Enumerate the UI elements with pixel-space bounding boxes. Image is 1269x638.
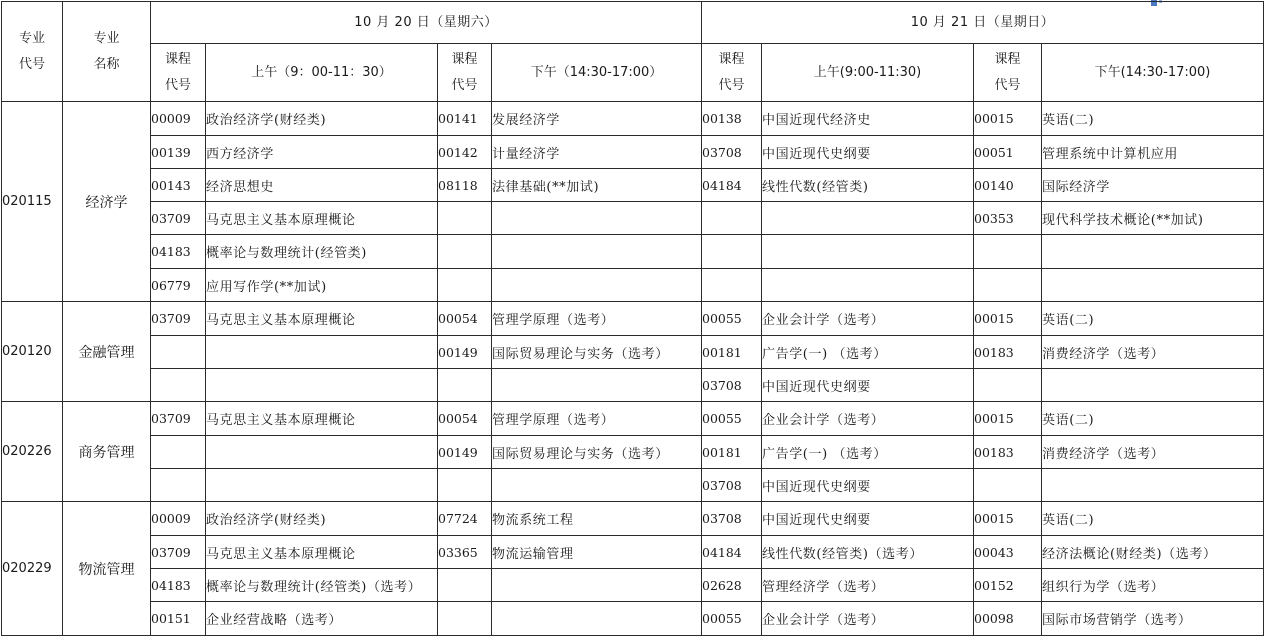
course-code-cell: 00098 <box>974 602 1042 636</box>
course-name-cell: 物流系统工程 <box>492 502 702 536</box>
course-name-cell: 法律基础(**加试) <box>492 169 702 202</box>
course-name-cell: 政治经济学(财经类) <box>206 102 438 136</box>
course-code-cell <box>702 235 762 269</box>
header-course-code-line1: 课程 <box>164 51 191 67</box>
course-code-cell: 00143 <box>151 169 206 202</box>
course-code-cell <box>151 436 206 469</box>
table-row <box>2 369 1264 402</box>
course-code-cell: 03708 <box>702 502 762 536</box>
table-row <box>2 235 1264 269</box>
course-code-cell: 03709 <box>151 536 206 569</box>
table-row <box>2 336 1264 369</box>
course-code-cell <box>151 336 206 369</box>
course-name-cell: 国际经济学 <box>1042 169 1264 202</box>
course-code-cell <box>438 269 492 302</box>
course-name-cell: 企业会计学（选考） <box>762 302 974 336</box>
table-row <box>2 469 1264 502</box>
course-name-cell: 组织行为学（选考） <box>1042 569 1264 602</box>
course-name-cell: 概率论与数理统计(经管类) <box>206 235 438 269</box>
course-name-cell: 企业会计学（选考） <box>762 402 974 436</box>
course-name-cell: 英语(二) <box>1042 302 1264 336</box>
course-code-cell: 06779 <box>151 269 206 302</box>
header-major-code <box>2 2 63 102</box>
course-code-cell <box>438 202 492 235</box>
course-name-cell: 政治经济学(财经类) <box>206 502 438 536</box>
course-name-cell: 英语(二) <box>1042 502 1264 536</box>
table-row <box>2 169 1264 202</box>
course-name-cell: 国际市场营销学（选考） <box>1042 602 1264 636</box>
course-code-cell: 00015 <box>974 502 1042 536</box>
course-name-cell <box>206 436 438 469</box>
header-course-code-line2: 代号 <box>164 77 191 93</box>
course-name-cell <box>492 602 702 636</box>
table-row <box>2 502 1264 536</box>
course-name-cell <box>762 202 974 235</box>
course-code-cell: 00181 <box>702 336 762 369</box>
course-name-cell <box>492 202 702 235</box>
course-code-cell: 00051 <box>974 136 1042 169</box>
course-name-cell <box>492 269 702 302</box>
course-code-cell: 00181 <box>702 436 762 469</box>
course-name-cell <box>492 369 702 402</box>
course-name-cell: 中国近现代史纲要 <box>762 369 974 402</box>
course-code-cell <box>974 269 1042 302</box>
header-row-sessions <box>2 44 1264 102</box>
course-name-cell: 物流运输管理 <box>492 536 702 569</box>
course-name-cell: 企业会计学（选考） <box>762 602 974 636</box>
course-code-cell: 03708 <box>702 469 762 502</box>
course-name-cell: 中国近现代史纲要 <box>762 469 974 502</box>
exam-schedule-table <box>1 1 1264 636</box>
course-name-cell: 中国近现代史纲要 <box>762 502 974 536</box>
header-course-code-line1: 课程 <box>994 51 1021 67</box>
course-code-cell: 03365 <box>438 536 492 569</box>
course-name-cell <box>762 235 974 269</box>
course-name-cell: 计量经济学 <box>492 136 702 169</box>
course-code-cell <box>438 369 492 402</box>
course-code-cell: 00054 <box>438 402 492 436</box>
course-code-cell <box>702 269 762 302</box>
course-code-cell: 00149 <box>438 436 492 469</box>
course-name-cell: 管理系统中计算机应用 <box>1042 136 1264 169</box>
course-name-cell <box>492 469 702 502</box>
course-code-cell <box>438 602 492 636</box>
header-course-code <box>438 44 492 102</box>
header-major-code-line2: 代号 <box>18 56 45 72</box>
course-name-cell: 经济思想史 <box>206 169 438 202</box>
course-code-cell: 03708 <box>702 136 762 169</box>
course-name-cell: 线性代数(经管类)（选考） <box>762 536 974 569</box>
course-name-cell: 现代科学技术概论(**加试) <box>1042 202 1264 235</box>
course-name-cell: 消费经济学（选考） <box>1042 436 1264 469</box>
table-row <box>2 136 1264 169</box>
major-name: 物流管理 <box>63 502 151 636</box>
header-course-code-line1: 课程 <box>451 51 478 67</box>
course-code-cell: 04184 <box>702 169 762 202</box>
course-code-cell: 00055 <box>702 602 762 636</box>
course-code-cell: 00141 <box>438 102 492 136</box>
course-code-cell: 00009 <box>151 102 206 136</box>
table-row <box>2 102 1264 136</box>
course-code-cell: 00152 <box>974 569 1042 602</box>
course-name-cell: 管理学原理（选考） <box>492 402 702 436</box>
course-code-cell: 00054 <box>438 302 492 336</box>
course-code-cell <box>438 469 492 502</box>
course-code-cell: 00055 <box>702 402 762 436</box>
table-row <box>2 302 1264 336</box>
course-name-cell: 管理经济学（选考） <box>762 569 974 602</box>
course-code-cell: 00015 <box>974 302 1042 336</box>
course-code-cell: 00353 <box>974 202 1042 235</box>
course-code-cell: 00055 <box>702 302 762 336</box>
course-name-cell: 经济法概论(财经类)（选考） <box>1042 536 1264 569</box>
course-name-cell <box>1042 269 1264 302</box>
header-course-code-line2: 代号 <box>994 77 1021 93</box>
course-code-cell: 03709 <box>151 402 206 436</box>
course-code-cell: 00142 <box>438 136 492 169</box>
course-code-cell <box>151 469 206 502</box>
course-name-cell: 英语(二) <box>1042 102 1264 136</box>
major-code: 020226 <box>2 402 63 502</box>
course-code-cell <box>974 369 1042 402</box>
course-code-cell: 00139 <box>151 136 206 169</box>
course-name-cell: 西方经济学 <box>206 136 438 169</box>
course-name-cell: 马克思主义基本原理概论 <box>206 402 438 436</box>
course-code-cell: 08118 <box>438 169 492 202</box>
course-code-cell <box>702 202 762 235</box>
course-code-cell: 04183 <box>151 235 206 269</box>
header-row-dates <box>2 2 1264 44</box>
header-major-name <box>63 2 151 102</box>
course-code-cell: 00043 <box>974 536 1042 569</box>
course-code-cell: 03708 <box>702 369 762 402</box>
header-day1-am: 上午（9：00-11：30） <box>206 44 438 102</box>
course-code-cell: 04183 <box>151 569 206 602</box>
course-name-cell <box>1042 469 1264 502</box>
course-name-cell: 概率论与数理统计(经管类)（选考） <box>206 569 438 602</box>
course-name-cell: 企业经营战略（选考） <box>206 602 438 636</box>
course-name-cell <box>1042 369 1264 402</box>
course-code-cell: 00138 <box>702 102 762 136</box>
course-code-cell: 00183 <box>974 436 1042 469</box>
header-day2-am: 上午(9:00-11:30) <box>762 44 974 102</box>
course-code-cell <box>974 235 1042 269</box>
course-name-cell: 管理学原理（选考） <box>492 302 702 336</box>
course-code-cell: 04184 <box>702 536 762 569</box>
course-code-cell: 00009 <box>151 502 206 536</box>
header-day1: 10 月 20 日（星期六） <box>151 2 702 44</box>
table-row <box>2 202 1264 235</box>
course-name-cell: 广告学(一) （选考） <box>762 336 974 369</box>
course-code-cell: 02628 <box>702 569 762 602</box>
header-major-name-line2: 名称 <box>93 56 120 72</box>
course-code-cell <box>438 235 492 269</box>
course-name-cell <box>206 369 438 402</box>
course-code-cell: 00015 <box>974 402 1042 436</box>
header-course-code <box>702 44 762 102</box>
course-name-cell: 国际贸易理论与实务（选考） <box>492 436 702 469</box>
course-name-cell <box>1042 235 1264 269</box>
major-code: 020115 <box>2 102 63 302</box>
table-row <box>2 536 1264 569</box>
major-name: 经济学 <box>63 102 151 302</box>
course-name-cell <box>206 469 438 502</box>
course-code-cell: 00183 <box>974 336 1042 369</box>
major-name: 金融管理 <box>63 302 151 402</box>
course-name-cell: 马克思主义基本原理概论 <box>206 536 438 569</box>
header-course-code <box>974 44 1042 102</box>
course-code-cell: 00015 <box>974 102 1042 136</box>
course-code-cell: 00151 <box>151 602 206 636</box>
course-code-cell: 03709 <box>151 202 206 235</box>
major-code: 020120 <box>2 302 63 402</box>
course-code-cell: 03709 <box>151 302 206 336</box>
course-name-cell: 马克思主义基本原理概论 <box>206 302 438 336</box>
major-code: 020229 <box>2 502 63 636</box>
header-course-code-line1: 课程 <box>718 51 745 67</box>
table-row <box>2 602 1264 636</box>
major-name: 商务管理 <box>63 402 151 502</box>
header-course-code-line2: 代号 <box>451 77 478 93</box>
course-code-cell <box>438 569 492 602</box>
course-name-cell: 消费经济学（选考） <box>1042 336 1264 369</box>
header-course-code <box>151 44 206 102</box>
course-name-cell: 线性代数(经管类) <box>762 169 974 202</box>
header-major-code-line1: 专业 <box>18 30 45 46</box>
course-code-cell: 00149 <box>438 336 492 369</box>
table-row <box>2 436 1264 469</box>
header-major-name-line1: 专业 <box>93 30 120 46</box>
course-name-cell: 英语(二) <box>1042 402 1264 436</box>
course-name-cell <box>492 569 702 602</box>
course-code-cell: 00140 <box>974 169 1042 202</box>
course-name-cell: 马克思主义基本原理概论 <box>206 202 438 235</box>
course-code-cell <box>974 469 1042 502</box>
table-row <box>2 569 1264 602</box>
table-row <box>2 269 1264 302</box>
course-code-cell: 07724 <box>438 502 492 536</box>
header-course-code-line2: 代号 <box>718 77 745 93</box>
course-name-cell: 中国近现代史纲要 <box>762 136 974 169</box>
course-name-cell <box>762 269 974 302</box>
header-day1-pm: 下午（14:30-17:00） <box>492 44 702 102</box>
course-code-cell <box>151 369 206 402</box>
course-name-cell: 广告学(一) （选考） <box>762 436 974 469</box>
course-name-cell: 应用写作学(**加试) <box>206 269 438 302</box>
course-name-cell <box>206 336 438 369</box>
course-name-cell: 中国近现代经济史 <box>762 102 974 136</box>
course-name-cell: 发展经济学 <box>492 102 702 136</box>
header-day2: 10 月 21 日（星期日） <box>702 2 1264 44</box>
course-name-cell <box>492 235 702 269</box>
table-row <box>2 402 1264 436</box>
course-name-cell: 国际贸易理论与实务（选考） <box>492 336 702 369</box>
header-day2-pm: 下午(14:30-17:00) <box>1042 44 1264 102</box>
